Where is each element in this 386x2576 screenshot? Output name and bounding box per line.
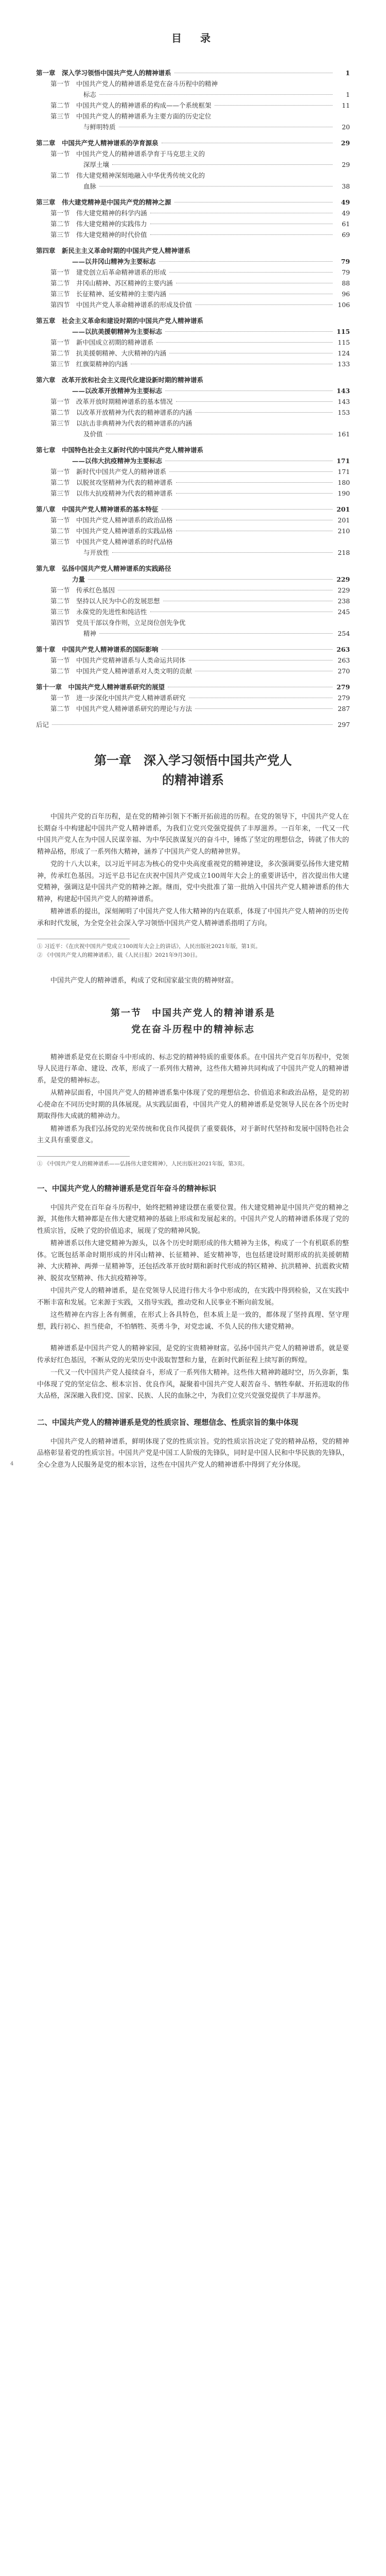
toc-entry-label: 与鲜明特质 — [83, 123, 116, 131]
toc-entry-label: 与开放性 — [83, 549, 110, 556]
toc-page-number: 143 — [336, 387, 350, 395]
toc-page-number: 115 — [338, 338, 350, 346]
toc-page-number: 263 — [336, 646, 350, 653]
toc-page-number: 69 — [342, 231, 350, 239]
toc-entry-label: 标志 — [83, 91, 97, 98]
toc-section-row[interactable] — [36, 617, 350, 628]
toc-entry-label: 第一节 中国共产党精神谱系与人类命运共同体 — [50, 656, 186, 664]
toc-section-row[interactable] — [36, 218, 350, 229]
toc-page-number: 279 — [336, 683, 350, 691]
toc-leader-dots — [99, 94, 332, 95]
toc-section-row[interactable] — [36, 466, 350, 477]
toc-page-number: 38 — [342, 182, 350, 190]
toc-entry-label: 第一节 改革开放时期精神谱系的基本情况 — [50, 398, 173, 405]
toc-entry-label: 第二节 中国共产党人精神谱系研究的理论与方法 — [50, 705, 192, 713]
toc-entry-label: 第三节 以伟大抗疫精神为代表的精神谱系 — [50, 489, 173, 497]
toc-section-row[interactable] — [36, 418, 350, 429]
paragraph: 精神谱系的提出，深刻阐明了中国共产党人伟大精神的内在联系，体现了中国共产党人精神的历史传承和时代发展，为全党全社会深入学习领悟中国共产党人精神谱系指明了方向。 — [37, 908, 349, 927]
toc-section-row[interactable] — [36, 289, 350, 299]
toc-entry-label: 第三节 长征精神、延安精神的主要内涵 — [50, 290, 167, 298]
toc-page-number: 270 — [338, 667, 350, 675]
paragraph: 中国共产党人的精神谱系，鲜明体现了党的性质宗旨。党的性质宗旨决定了党的精神品格，党的精神品格彰显着党的性质宗旨。中国共产党是中国工人阶级的先锋队，同时是中国人民和中华民族的先锋队，全心全意为人民服务是党的根本宗旨，这些在中国共产党人的精神谱系中得到了充分体现。 — [37, 1437, 349, 1469]
toc-entry-label: 第一节 中国共产党人的精神谱系孕育于马克思主义的 — [50, 150, 205, 158]
toc-page-number: 124 — [338, 349, 350, 357]
chapter-title — [37, 751, 349, 790]
toc-section-row[interactable] — [36, 666, 350, 676]
chapter-body — [0, 751, 386, 1471]
toc-leader-dots — [112, 552, 332, 553]
toc-entry-label: 第二节 以改革开放精神为代表的精神谱系的内涵 — [50, 409, 192, 416]
toc-section-row[interactable] — [36, 159, 350, 170]
toc-section-row[interactable] — [36, 170, 350, 181]
toc-section-row[interactable] — [36, 278, 350, 289]
toc-section-row[interactable] — [36, 606, 350, 617]
toc-entry-label: 第一节 中国共产党人的精神谱系是党在奋斗历程中的精神 — [50, 80, 218, 88]
toc-entry-label: 及价值 — [83, 430, 103, 438]
paragraph: 党的十八大以来，以习近平同志为核心的党中央高度重视党的精神建设，多次强调要弘扬伟大建党精神，传承红色基因。习近平总书记在庆祝中国共产党成立100周年大会上的重要讲话中，首次提出伟大建党精神，强调这是中国共产党的精神之源。继而，党中央批准了第一批纳入中国共产党人精神谱系的伟大精神，构建起中国共产党人的精神谱系。 — [37, 860, 349, 903]
toc-leader-dots — [52, 724, 332, 725]
footnote-divider — [37, 1156, 130, 1157]
paragraph: 精神谱系是党在长期奋斗中形成的、标志党的精神特质的重要体系。在中国共产党百年历程中，党领导人民进行革命、建设、改革，形成了一系列伟大精神，这些伟大精神共同构成了中国共产党人的精神谱系，是党的精神标志。 — [37, 1053, 349, 1084]
toc-entry-label: 第三节 中国共产党人的精神谱系为主要方面的历史定位 — [50, 112, 212, 120]
toc-page-number: 171 — [338, 468, 350, 476]
subsection-title: 二、中国共产党人的精神谱系是党的性质宗旨、理想信念、性质宗旨的集中体现 — [37, 1418, 299, 1427]
toc-chapter-row[interactable] — [36, 197, 350, 208]
toc-page-number: 49 — [342, 209, 350, 217]
toc-leader-dots — [176, 493, 332, 494]
chapter-title-line-2: 的精神谱系 — [162, 772, 224, 787]
toc-page-number: 229 — [338, 586, 350, 594]
toc-section-row[interactable] — [36, 100, 350, 111]
toc-section-row[interactable] — [36, 692, 350, 703]
toc-chapter-row[interactable] — [36, 504, 350, 515]
toc-entry-label: 第二章 中国共产党人精神谱系的孕育源泉 — [36, 139, 159, 147]
toc-page-number: 180 — [338, 479, 350, 486]
toc-leader-dots — [195, 304, 332, 305]
toc-section-row[interactable] — [36, 585, 350, 596]
toc-leader-dots — [195, 708, 332, 709]
toc-section-row[interactable] — [36, 574, 350, 585]
toc-page-number: 79 — [341, 258, 350, 265]
paragraph: 精神谱系为我们弘扬党的光荣传统和优良作风提供了重要载体，对于新时代坚持和发展中国特色社会主义具有重要意义。 — [37, 1125, 349, 1144]
toc-entry-label: 第七章 中国特色社会主义新时代的中国共产党人精神谱系 — [36, 446, 204, 454]
toc-section-row[interactable] — [36, 536, 350, 547]
toc-entry-label: 第一节 中国共产党人精神谱系的政治品格 — [50, 516, 173, 524]
toc-section-row[interactable] — [36, 122, 350, 132]
toc-section-row[interactable] — [36, 719, 350, 730]
toc-leader-dots — [112, 164, 332, 165]
toc-leader-dots — [99, 633, 332, 634]
toc-entry-label: ——以抗美援朝精神为主要标志 — [72, 328, 163, 335]
toc-chapter-row[interactable] — [36, 138, 350, 148]
page-number: 4 — [10, 1461, 14, 1467]
toc-section-row[interactable] — [36, 148, 350, 159]
toc-entry-label: 第二节 伟大建党精神深刻地融入中华优秀传统文化的 — [50, 172, 205, 179]
toc-page-number: 238 — [338, 597, 350, 605]
toc-page-number: 201 — [336, 505, 350, 513]
toc-page-number: 201 — [338, 516, 350, 524]
toc-entry-label: 第六章 改革开放和社会主义现代化建设新时期的精神谱系 — [36, 376, 204, 384]
toc-entry-label: 第二节 伟大建党精神的实践伟力 — [50, 220, 147, 228]
paragraph: 中国共产党人的精神谱系，构成了党和国家最宝贵的精神财富。 — [50, 977, 238, 985]
toc-page-number: 245 — [338, 608, 350, 616]
toc-page-number: 49 — [341, 198, 350, 206]
toc-page-number: 153 — [338, 409, 350, 416]
toc-section-row[interactable] — [36, 628, 350, 639]
toc-entry-label: 第二节 抗美援朝精神、大庆精神的内涵 — [50, 349, 167, 357]
toc-page-number: 279 — [338, 694, 350, 702]
toc-leader-dots — [99, 186, 332, 187]
toc-entry-label: 第二节 中国共产党人精神谱系的实践品格 — [50, 527, 173, 535]
toc-leader-dots — [156, 342, 332, 343]
toc-section-row[interactable] — [36, 229, 350, 240]
toc-entry-label: 第八章 中国共产党人精神谱系的基本特征 — [36, 505, 159, 513]
section-title-line-2: 党在奋斗历程中的精神标志 — [131, 1024, 255, 1035]
toc-page-number: 263 — [338, 656, 350, 664]
toc-page-number: 88 — [342, 279, 350, 287]
toc-page-number: 96 — [342, 290, 350, 298]
toc-entry-label: 第三节 红旗渠精神的内涵 — [50, 360, 128, 368]
toc-leader-dots — [169, 471, 332, 472]
toc-entry-label: 深厚土壤 — [83, 161, 110, 168]
toc-entry-label: 血脉 — [83, 182, 97, 190]
toc-section-row[interactable] — [36, 515, 350, 526]
toc-title: 目 录 — [171, 32, 215, 44]
toc-page-number: 115 — [336, 328, 350, 335]
toc-section-row[interactable] — [36, 596, 350, 606]
subsection-title: 一、中国共产党人的精神谱系是党百年奋斗的精神标识 — [37, 1184, 216, 1193]
toc-chapter-row[interactable] — [36, 644, 350, 655]
toc-page-number: 161 — [338, 430, 350, 438]
toc-page-number: 254 — [338, 630, 350, 637]
toc-entry-label: 第十一章 中国共产党人精神谱系研究的展望 — [36, 683, 165, 691]
footnote: ② 《中国共产党人的精神谱系》，载《人民日报》2021年9月30日。 — [37, 952, 201, 958]
toc-section-row[interactable] — [36, 488, 350, 499]
toc-page-number: 61 — [342, 220, 350, 228]
toc-entry-label: ——以伟大抗疫精神为主要标志 — [72, 457, 163, 465]
toc-section-row[interactable] — [36, 703, 350, 714]
toc-entry-label: 第二节 井冈山精神、苏区精神的主要内涵 — [50, 279, 173, 287]
toc-entry-label: 第一节 进一步深化中国共产党人精神谱系研究 — [50, 694, 186, 702]
section-title — [37, 1006, 349, 1036]
toc-entry-label: 第三节 伟大建党精神的时代价值 — [50, 231, 147, 239]
toc-leader-dots — [169, 272, 332, 273]
toc-rows — [36, 67, 350, 730]
toc-entry-label: ——以井冈山精神为主要标志 — [72, 258, 156, 265]
toc-section-row[interactable] — [36, 477, 350, 488]
toc-leader-dots — [162, 649, 332, 650]
toc-section-row[interactable] — [36, 455, 350, 466]
paragraph: 中国共产党在百年奋斗历程中，始终把精神建设摆在重要位置。伟大建党精神是中国共产党的精神之源，其他伟大精神都是在伟大建党精神的基础上形成和发展起来的。中国共产党人的精神谱系体现了党的性质宗旨，反映了党的价值追求，展现了党的精神风貌。 — [37, 1204, 349, 1235]
toc-chapter-row[interactable] — [36, 563, 350, 574]
toc-page-number: 79 — [342, 268, 350, 276]
toc-entry-label: 第一节 伟大建党精神的科学内涵 — [50, 209, 147, 217]
toc-chapter-row[interactable] — [36, 245, 350, 256]
toc-chapter-row[interactable] — [36, 375, 350, 385]
toc-page-number: 106 — [338, 301, 350, 309]
toc-entry-label: 第四章 新民主主义革命时期的中国共产党人精神谱系 — [36, 247, 191, 255]
toc-section-row[interactable] — [36, 267, 350, 278]
toc-entry-label: 精神 — [83, 630, 97, 637]
toc-page-number: 287 — [338, 705, 350, 713]
toc-page-number: 171 — [336, 457, 350, 465]
toc-leader-dots — [88, 579, 332, 580]
toc-page-number: 20 — [342, 123, 350, 131]
paragraph: 精神谱系是中国共产党人的精神家园，是党的宝贵精神财富。弘扬中国共产党人的精神谱系，就是要传承好红色基因，不断从党的光荣历史中汲取智慧和力量，在新时代新征程上续写新的辉煌。 — [37, 1345, 349, 1364]
toc-entry-label: 第二节 以脱贫攻坚精神为代表的精神谱系 — [50, 479, 173, 486]
toc-page-number: 11 — [342, 101, 350, 109]
toc-leader-dots — [159, 261, 332, 262]
toc-section-row[interactable] — [36, 547, 350, 558]
toc-entry-label: 第十章 中国共产党人精神谱系的国际影响 — [36, 646, 159, 653]
toc-section-row[interactable] — [36, 326, 350, 337]
toc-page-number: 218 — [338, 549, 350, 556]
toc-section-row[interactable] — [36, 299, 350, 310]
paragraph: 中国共产党的百年历程，是在党的精神引领下不断开拓前进的历程。在党的领导下，中国共产党人在长期奋斗中构建起中国共产党人精神谱系，为我们立党兴党强党提供了丰厚滋养。一百年来，一代又一代中国共产党人在为中国人民谋幸福、为中华民族谋复兴的奋斗中，锤炼了坚定的理想信念，铸就了伟大的精神品格，形成了一系列伟大精神，涵养了中国共产党人的精神世界。 — [37, 813, 349, 856]
toc-entry-label: ——以改革开放精神为主要标志 — [72, 387, 163, 395]
toc-entry-label: 第三节 永葆党的先进性和纯洁性 — [50, 608, 147, 616]
toc-leader-dots — [150, 234, 332, 235]
toc-entry-label: 第三节 中国共产党人精神谱系的时代品格 — [50, 538, 173, 546]
toc-page-number: 133 — [338, 360, 350, 368]
table-of-contents — [0, 0, 386, 730]
toc-section-row[interactable] — [36, 385, 350, 396]
toc-entry-label: 第五章 社会主义革命和建设时期的中国共产党人精神谱系 — [36, 317, 204, 325]
toc-page-number: 29 — [342, 161, 350, 168]
toc-entry-label: 后记 — [36, 721, 49, 728]
toc-entry-label: 第九章 弘扬中国共产党人精神谱系的实践路径 — [36, 565, 171, 572]
paragraph: 这些精神在内容上各有侧重，在形式上各具特色，但本质上是一致的，都体现了坚持真理、坚守理想，践行初心、担当使命，不怕牺牲、英勇斗争，对党忠诚、不负人民的伟大建党精神。 — [37, 1311, 349, 1331]
toc-entry-label: 力量 — [72, 575, 85, 583]
footnote: ① 《中国共产党人的精神谱系——弘扬伟大建党精神》，人民出版社2021年版，第3页。 — [37, 1160, 248, 1167]
toc-section-row[interactable] — [36, 396, 350, 407]
toc-entry-label: 第三章 伟大建党精神是中国共产党的精神之源 — [36, 198, 171, 206]
toc-leader-dots — [165, 331, 332, 332]
toc-section-row[interactable] — [36, 78, 350, 89]
toc-entry-label: 第一节 传承红色基因 — [50, 586, 115, 594]
toc-section-row[interactable] — [36, 181, 350, 192]
toc-leader-dots — [195, 412, 332, 413]
paragraph: 精神谱系以伟大建党精神为源头，以各个历史时期形成的伟大精神为主体，构成了一个有机联系的整体。它既包括革命时期形成的井冈山精神、长征精神、延安精神等，也包括建设时期形成的抗美援朝精神、大庆精神、两弹一星精神等，还包括改革开放时期和新时代形成的特区精神、抗洪精神、抗震救灾精神、脱贫攻坚精神、伟大抗疫精神等。 — [37, 1240, 349, 1282]
paragraph: 从精神层面看，中国共产党人的精神谱系集中体现了党的理想信念、价值追求和政治品格，是党的初心使命在不同历史时期的具体展现。从实践层面看，中国共产党人的精神谱系是党领导人民在各个历史时期取得伟大成就的精神动力。 — [37, 1089, 349, 1120]
toc-section-row[interactable] — [36, 208, 350, 218]
toc-section-row[interactable] — [36, 337, 350, 348]
toc-page-number: 297 — [338, 721, 350, 728]
toc-entry-label: 第二节 坚持以人民为中心的发展思想 — [50, 597, 160, 605]
toc-entry-label: 第四节 中国共产党人革命精神谱系的形成及价值 — [50, 301, 192, 309]
toc-leader-dots — [215, 105, 332, 106]
toc-entry-label: 第一节 新时代中国共产党人的精神谱系 — [50, 468, 167, 476]
toc-section-row[interactable] — [36, 429, 350, 439]
chapter-title-line-1: 第一章 深入学习领悟中国共产党人 — [94, 753, 292, 768]
footnote: ① 习近平：《在庆祝中国共产党成立100周年大会上的讲话》，人民出版社2021年版，第1页。 — [37, 943, 261, 950]
toc-section-row[interactable] — [36, 359, 350, 369]
toc-page-number: 1 — [345, 69, 350, 77]
toc-entry-label: 第二节 中国共产党人的精神谱系的构成——个系统框架 — [50, 101, 212, 109]
toc-section-row[interactable] — [36, 111, 350, 122]
toc-entry-label: 第四节 党员干部以身作则，立足岗位创先争优 — [50, 619, 186, 626]
toc-section-row[interactable] — [36, 655, 350, 666]
toc-leader-dots — [162, 509, 332, 510]
toc-section-row[interactable] — [36, 89, 350, 100]
toc-section-row[interactable] — [36, 526, 350, 536]
toc-chapter-row[interactable] — [36, 682, 350, 692]
toc-section-row[interactable] — [36, 407, 350, 418]
toc-page-number: 1 — [346, 91, 350, 98]
toc-entry-label: 第二节 中国共产党人精神谱系对人类文明的贡献 — [50, 667, 192, 675]
toc-chapter-row[interactable] — [36, 445, 350, 455]
paragraph: 一代又一代中国共产党人接续奋斗，形成了一系列伟大精神。这些伟大精神跨越时空，历久弥新，集中体现了党的坚定信念、根本宗旨、优良作风，凝聚着中国共产党人艰苦奋斗、牺牲奉献、开拓进取的伟大品格，深深融入我们党、国家、民族、人民的血脉之中，为我们立党兴党强党提供了丰厚滋养。 — [37, 1369, 349, 1400]
toc-entry-label: 第一章 深入学习领悟中国共产党人的精神谱系 — [36, 69, 171, 77]
toc-chapter-row[interactable] — [36, 67, 350, 78]
paragraph: 中国共产党人的精神谱系，是在党领导人民进行伟大斗争中形成的，在实践中得到检验，又在实践中不断丰富和发展。它来源于实践，又指导实践，推动党和人民事业不断向前发展。 — [37, 1287, 349, 1307]
toc-section-row[interactable] — [36, 256, 350, 267]
toc-section-row[interactable] — [36, 348, 350, 359]
section-title-line-1: 第一节 中国共产党人的精神谱系是 — [111, 1007, 275, 1019]
toc-page-number: 210 — [338, 527, 350, 535]
toc-page-number: 29 — [341, 139, 350, 147]
toc-entry-label: 第一节 新中国成立初期的精神谱系 — [50, 338, 154, 346]
toc-chapter-row[interactable] — [36, 315, 350, 326]
toc-entry-label: 第一节 建党创立后革命精神谱系的形成 — [50, 268, 167, 276]
toc-page-number: 190 — [338, 489, 350, 497]
toc-leader-dots — [176, 401, 332, 402]
toc-page-number: 143 — [338, 398, 350, 405]
toc-entry-label: 第三节 以抗击非典精神为代表的精神谱系的内涵 — [50, 419, 192, 427]
toc-leader-dots — [176, 482, 332, 483]
toc-page-number: 229 — [336, 575, 350, 583]
